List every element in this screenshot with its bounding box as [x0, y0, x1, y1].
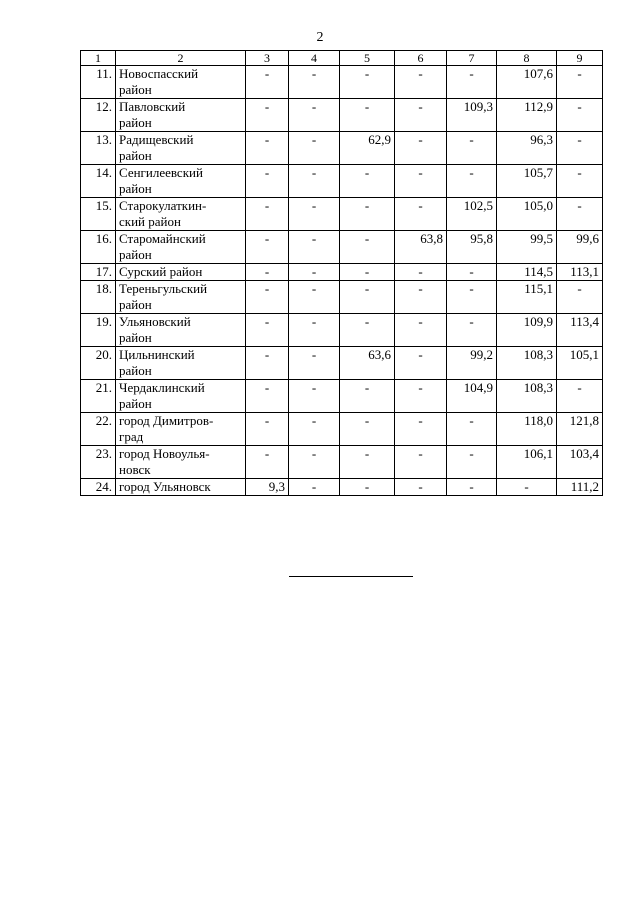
column-header: 4 — [289, 51, 340, 66]
value-cell: - — [395, 314, 447, 347]
table-header-row — [81, 51, 603, 66]
column-header: 9 — [557, 51, 603, 66]
value-cell: 107,6 — [497, 66, 557, 99]
value-cell: - — [340, 446, 395, 479]
value-cell: 99,5 — [497, 231, 557, 264]
district-name-line: Сенгилеевский — [119, 165, 203, 180]
district-name-line: Сурский район — [119, 264, 203, 279]
value-cell: - — [447, 264, 497, 281]
column-header: 5 — [340, 51, 395, 66]
value-cell: - — [340, 314, 395, 347]
value-cell: 99,6 — [557, 231, 603, 264]
value-cell: 106,1 — [497, 446, 557, 479]
value-cell: - — [447, 479, 497, 496]
column-header: 3 — [246, 51, 289, 66]
value-cell: - — [289, 314, 340, 347]
column-header: 2 — [116, 51, 246, 66]
value-cell: - — [246, 165, 289, 198]
value-cell: - — [395, 347, 447, 380]
value-cell: - — [447, 165, 497, 198]
value-cell: - — [289, 165, 340, 198]
value-cell: - — [340, 99, 395, 132]
value-cell: - — [246, 66, 289, 99]
value-cell: - — [246, 264, 289, 281]
district-name-line: Радищевский — [119, 132, 194, 147]
value-cell: 105,1 — [557, 347, 603, 380]
value-cell: 113,4 — [557, 314, 603, 347]
value-cell: 104,9 — [447, 380, 497, 413]
district-name-line: район — [119, 396, 152, 411]
row-number: 17. — [81, 264, 116, 281]
value-cell: 112,9 — [497, 99, 557, 132]
district-name-line: Новоспасский — [119, 66, 199, 81]
value-cell: 63,8 — [395, 231, 447, 264]
value-cell: 121,8 — [557, 413, 603, 446]
value-cell: - — [395, 198, 447, 231]
district-name-line: город Новоулья- — [119, 446, 210, 461]
district-name — [116, 66, 246, 99]
row-number: 15. — [81, 198, 116, 231]
value-cell: 109,3 — [447, 99, 497, 132]
value-cell: - — [557, 380, 603, 413]
table-row — [81, 66, 603, 99]
district-name — [116, 264, 246, 281]
value-cell: - — [289, 347, 340, 380]
row-number: 14. — [81, 165, 116, 198]
value-cell: - — [289, 66, 340, 99]
row-number: 21. — [81, 380, 116, 413]
value-cell: 63,6 — [340, 347, 395, 380]
value-cell: - — [497, 479, 557, 496]
table-row — [81, 314, 603, 347]
value-cell: - — [289, 479, 340, 496]
district-name — [116, 132, 246, 165]
value-cell: - — [289, 264, 340, 281]
value-cell: - — [246, 281, 289, 314]
table-row — [81, 281, 603, 314]
value-cell: - — [246, 380, 289, 413]
district-name-line: новск — [119, 462, 151, 477]
district-name-line: район — [119, 330, 152, 345]
value-cell: 105,7 — [497, 165, 557, 198]
value-cell: - — [447, 413, 497, 446]
value-cell: - — [395, 132, 447, 165]
value-cell: - — [395, 165, 447, 198]
district-name-line: Цильнинский — [119, 347, 195, 362]
value-cell: - — [557, 66, 603, 99]
value-cell: 109,9 — [497, 314, 557, 347]
value-cell: - — [340, 413, 395, 446]
row-number: 20. — [81, 347, 116, 380]
value-cell: 108,3 — [497, 380, 557, 413]
row-number: 24. — [81, 479, 116, 496]
value-cell: - — [246, 446, 289, 479]
value-cell: - — [289, 380, 340, 413]
value-cell: 114,5 — [497, 264, 557, 281]
value-cell: - — [557, 281, 603, 314]
value-cell: - — [340, 264, 395, 281]
value-cell: - — [395, 479, 447, 496]
column-header: 6 — [395, 51, 447, 66]
district-name-line: Старомайнский — [119, 231, 206, 246]
value-cell: 105,0 — [497, 198, 557, 231]
value-cell: - — [340, 66, 395, 99]
district-name-line: район — [119, 247, 152, 262]
value-cell: - — [395, 99, 447, 132]
table-row — [81, 413, 603, 446]
value-cell: - — [289, 281, 340, 314]
value-cell: - — [289, 413, 340, 446]
district-name-line: район — [119, 115, 152, 130]
row-number: 23. — [81, 446, 116, 479]
district-name-line: район — [119, 363, 152, 378]
district-name-line: район — [119, 82, 152, 97]
district-name — [116, 165, 246, 198]
district-name — [116, 231, 246, 264]
value-cell: - — [340, 281, 395, 314]
table-row — [81, 198, 603, 231]
value-cell: 96,3 — [497, 132, 557, 165]
value-cell: 113,1 — [557, 264, 603, 281]
column-header: 8 — [497, 51, 557, 66]
value-cell: - — [246, 231, 289, 264]
value-cell: - — [340, 198, 395, 231]
district-name-line: район — [119, 181, 152, 196]
district-name-line: Павловский — [119, 99, 186, 114]
value-cell: - — [395, 264, 447, 281]
value-cell: - — [447, 132, 497, 165]
table-row — [81, 380, 603, 413]
table-row — [81, 231, 603, 264]
district-name-line: город Димитров- — [119, 413, 214, 428]
district-name-line: Старокулаткин- — [119, 198, 207, 213]
table-row — [81, 264, 603, 281]
row-number: 22. — [81, 413, 116, 446]
column-header: 7 — [447, 51, 497, 66]
value-cell: - — [447, 314, 497, 347]
row-number: 12. — [81, 99, 116, 132]
table-row — [81, 479, 603, 496]
value-cell: - — [557, 132, 603, 165]
value-cell: - — [447, 446, 497, 479]
row-number: 19. — [81, 314, 116, 347]
row-number: 16. — [81, 231, 116, 264]
value-cell: - — [289, 132, 340, 165]
table-row — [81, 99, 603, 132]
district-name-line: Тереньгульский — [119, 281, 208, 296]
district-name — [116, 281, 246, 314]
table-row — [81, 132, 603, 165]
table-row — [81, 165, 603, 198]
value-cell: - — [246, 347, 289, 380]
row-number: 13. — [81, 132, 116, 165]
row-number: 18. — [81, 281, 116, 314]
value-cell: - — [246, 198, 289, 231]
value-cell: - — [246, 314, 289, 347]
value-cell: - — [246, 132, 289, 165]
value-cell: - — [557, 198, 603, 231]
district-name-line: град — [119, 429, 144, 444]
value-cell: 118,0 — [497, 413, 557, 446]
signature-line — [289, 576, 413, 577]
value-cell: - — [340, 165, 395, 198]
value-cell: 62,9 — [340, 132, 395, 165]
value-cell: 103,4 — [557, 446, 603, 479]
district-name-line: Чердаклинский — [119, 380, 205, 395]
value-cell: - — [246, 413, 289, 446]
value-cell: - — [340, 479, 395, 496]
value-cell: 102,5 — [447, 198, 497, 231]
value-cell: 115,1 — [497, 281, 557, 314]
page-number: 2 — [316, 30, 324, 45]
value-cell: 111,2 — [557, 479, 603, 496]
value-cell: - — [289, 231, 340, 264]
table-row — [81, 446, 603, 479]
district-name — [116, 198, 246, 231]
value-cell: 95,8 — [447, 231, 497, 264]
value-cell: - — [395, 66, 447, 99]
value-cell: - — [246, 99, 289, 132]
table-body — [81, 66, 603, 496]
value-cell: 99,2 — [447, 347, 497, 380]
district-name — [116, 446, 246, 479]
table-row — [81, 347, 603, 380]
data-table — [80, 50, 603, 496]
value-cell: 108,3 — [497, 347, 557, 380]
district-name-line: район — [119, 297, 152, 312]
value-cell: - — [557, 165, 603, 198]
district-name-line: город Ульяновск — [119, 479, 211, 494]
value-cell: 9,3 — [246, 479, 289, 496]
value-cell: - — [289, 198, 340, 231]
district-name — [116, 479, 246, 496]
column-header: 1 — [81, 51, 116, 66]
value-cell: - — [447, 281, 497, 314]
value-cell: - — [395, 413, 447, 446]
value-cell: - — [395, 281, 447, 314]
value-cell: - — [289, 99, 340, 132]
district-name — [116, 347, 246, 380]
district-name — [116, 380, 246, 413]
row-number: 11. — [81, 66, 116, 99]
value-cell: - — [289, 446, 340, 479]
district-name — [116, 413, 246, 446]
district-name-line: Ульяновский — [119, 314, 191, 329]
value-cell: - — [395, 446, 447, 479]
value-cell: - — [340, 231, 395, 264]
value-cell: - — [557, 99, 603, 132]
district-name-line: ский район — [119, 214, 181, 229]
value-cell: - — [340, 380, 395, 413]
district-name-line: район — [119, 148, 152, 163]
district-name — [116, 99, 246, 132]
district-name — [116, 314, 246, 347]
value-cell: - — [395, 380, 447, 413]
value-cell: - — [447, 66, 497, 99]
